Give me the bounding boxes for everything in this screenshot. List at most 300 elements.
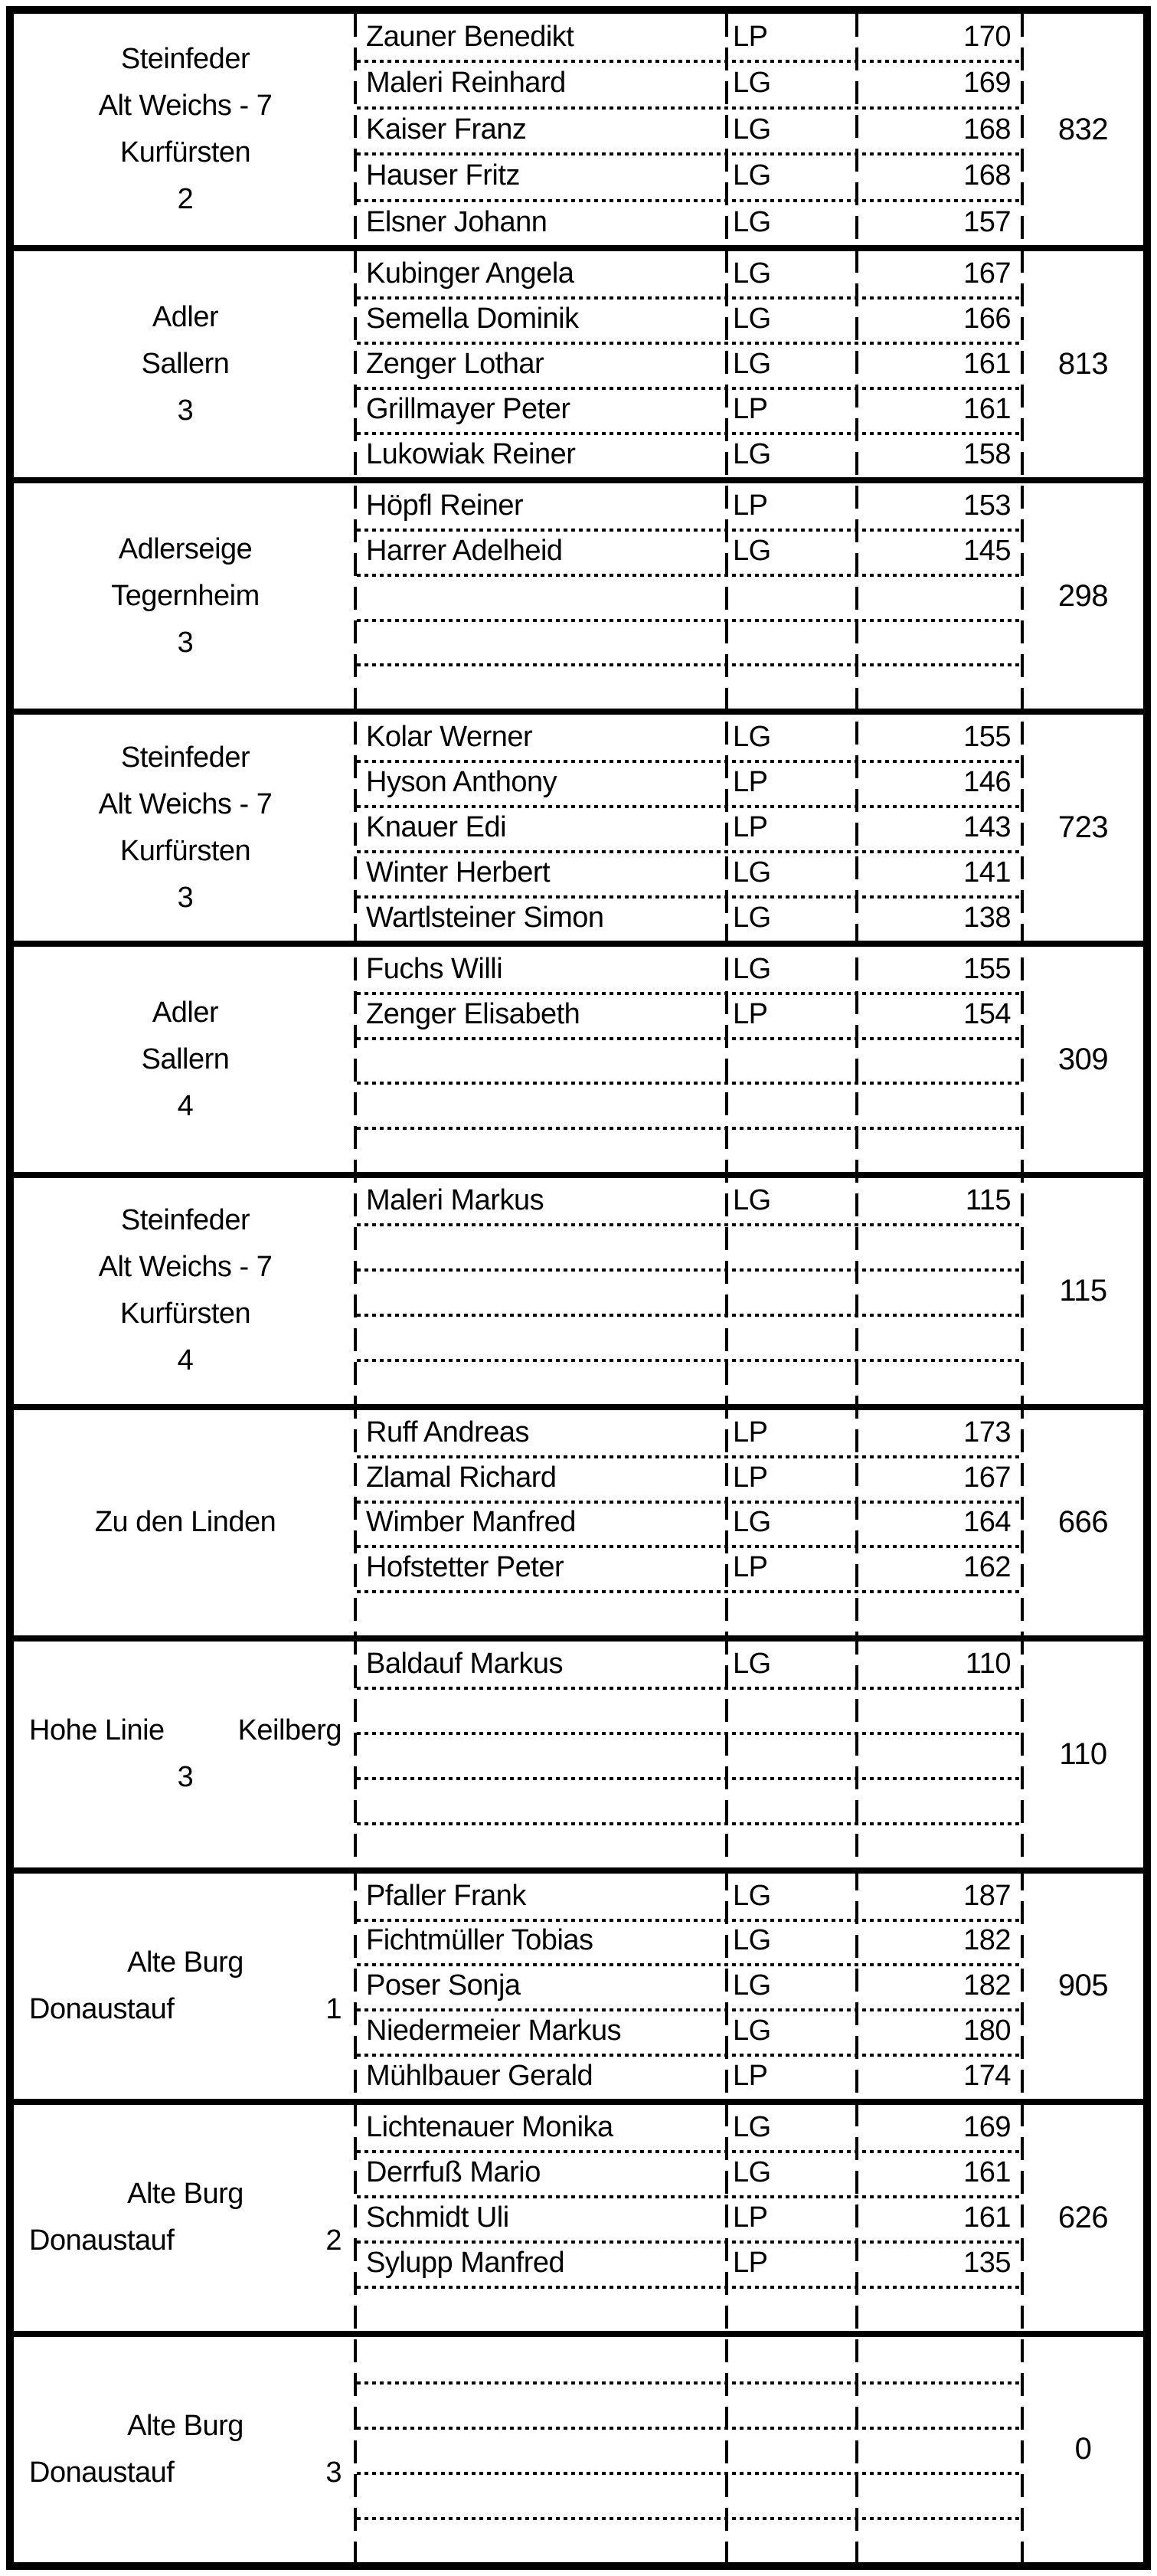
team-line-text: Adler: [152, 301, 219, 334]
score-cell: [855, 1590, 1023, 1635]
team-line: [14, 1939, 357, 1986]
shooter-row: [357, 1919, 1023, 1964]
team-line-text: 3: [177, 881, 194, 914]
score-cell: 155: [963, 952, 1011, 985]
shooter-row: [357, 152, 1023, 198]
shooter-rows: [357, 251, 1023, 476]
discipline-cell: LP: [733, 997, 768, 1030]
shooter-row: [357, 715, 1023, 760]
score-cell: [855, 2381, 1023, 2427]
shooter-rows: [357, 1642, 1023, 1867]
discipline-cell: LG: [733, 205, 771, 238]
shooter-name-cell: [357, 619, 725, 664]
total-cell: 0: [1074, 2432, 1092, 2466]
shooter-row: [357, 2008, 1023, 2054]
shooter-name-cell: Winter Herbert: [366, 856, 551, 889]
score-cell: [855, 1082, 1023, 1127]
shooter-row: [357, 2427, 1023, 2472]
discipline-cell: LP: [733, 1551, 768, 1584]
discipline-cell: [725, 574, 855, 619]
shooter-name-cell: Lichtenauer Monika: [366, 2111, 613, 2144]
shooter-row: [357, 2517, 1023, 2562]
score-cell: [855, 2427, 1023, 2472]
team-block: [14, 1404, 1143, 1635]
team-line-text: Adlerseige: [118, 532, 253, 565]
shooter-name-cell: Niedermeier Markus: [366, 2015, 622, 2047]
total-cell: 723: [1057, 810, 1109, 845]
score-cell: 157: [963, 205, 1011, 238]
score-cell: 180: [963, 2015, 1011, 2047]
shooter-name-cell: Zauner Benedikt: [366, 20, 574, 53]
shooter-name-cell: Zlamal Richard: [366, 1461, 557, 1494]
team-line-text: Kurfürsten: [119, 834, 251, 867]
team-line-text: Donaustauf: [29, 2456, 175, 2489]
shooter-name-cell: Derrfuß Mario: [366, 2155, 541, 2188]
shooter-name-cell: Maleri Reinhard: [366, 67, 566, 100]
discipline-cell: LP: [733, 766, 768, 799]
team-line-text: Alt Weichs - 7: [98, 1251, 273, 1284]
shooter-name-cell: [357, 1037, 725, 1082]
team-block: [14, 14, 1143, 245]
team-line: [14, 129, 357, 176]
team-line-text: Hohe Linie: [29, 1714, 165, 1747]
team-line-text: Steinfeder: [120, 43, 250, 76]
team-line: [14, 2218, 357, 2264]
team-line-text: Adler: [152, 996, 219, 1029]
team-line: [14, 875, 357, 921]
shooter-row: [357, 1501, 1023, 1546]
score-cell: [855, 663, 1023, 709]
score-cell: [855, 574, 1023, 619]
team-line-text: 3: [177, 1761, 194, 1794]
score-cell: 115: [965, 1184, 1011, 1217]
discipline-cell: LG: [733, 257, 771, 290]
shooter-rows: [357, 2337, 1023, 2562]
shooter-row: [357, 296, 1023, 342]
total-cell: 110: [1059, 1736, 1107, 1771]
shooter-row: [357, 2337, 1023, 2382]
shooter-row: [357, 1359, 1023, 1404]
shooter-rows: [357, 1410, 1023, 1635]
team-line: [14, 388, 357, 434]
shooter-name-cell: Sylupp Manfred: [366, 2246, 565, 2279]
shooter-rows: [357, 2105, 1023, 2330]
score-cell: [855, 1127, 1023, 1172]
discipline-cell: LG: [733, 1969, 771, 2002]
team-line: [14, 36, 357, 83]
score-cell: 110: [965, 1648, 1011, 1681]
shooter-row: [357, 1082, 1023, 1127]
score-cell: 138: [963, 901, 1011, 934]
team-line: [14, 2450, 357, 2496]
shooter-row: [357, 387, 1023, 432]
shooter-name-cell: [357, 2286, 725, 2331]
shooter-name-cell: [357, 2381, 725, 2427]
team-line: [14, 781, 357, 828]
discipline-cell: LP: [733, 1461, 768, 1494]
discipline-cell: LG: [733, 1879, 771, 1912]
team-block: [14, 477, 1143, 709]
score-cell: 161: [963, 348, 1011, 381]
total-cell: 832: [1057, 112, 1109, 146]
team-line: [14, 1291, 357, 1337]
score-cell: 161: [963, 2155, 1011, 2188]
score-cell: 145: [963, 534, 1011, 567]
shooter-row: [357, 529, 1023, 574]
shooter-rows: [357, 715, 1023, 940]
shooter-name-cell: Hauser Fritz: [366, 159, 520, 192]
team-line-text: Alte Burg: [127, 2409, 243, 2442]
shooter-name-cell: [357, 1223, 725, 1268]
shooter-rows: [357, 1874, 1023, 2099]
shooter-name-cell: Elsner Johann: [366, 205, 547, 238]
discipline-cell: [725, 2381, 855, 2427]
score-cell: [855, 1687, 1023, 1732]
score-cell: 146: [963, 766, 1011, 799]
discipline-cell: LP: [733, 1416, 768, 1448]
shooter-name-cell: Wartlsteiner Simon: [366, 901, 604, 934]
shooter-row: [357, 1268, 1023, 1314]
shooter-row: [357, 1127, 1023, 1172]
discipline-cell: [725, 663, 855, 709]
shooter-name-cell: [357, 1127, 725, 1172]
shooter-row: [357, 1410, 1023, 1455]
score-cell: 162: [963, 1551, 1011, 1584]
shooter-name-cell: Kaiser Franz: [366, 113, 527, 146]
shooter-name-cell: [357, 1268, 725, 1314]
shooter-name-cell: Zenger Elisabeth: [366, 997, 580, 1030]
discipline-cell: [725, 1082, 855, 1127]
shooter-name-cell: Semella Dominik: [366, 303, 579, 336]
discipline-cell: LG: [733, 1506, 771, 1539]
team-line-text: Donaustauf: [29, 1992, 175, 2025]
discipline-cell: LG: [733, 159, 771, 192]
shooter-row: [357, 60, 1023, 106]
team-line-text: Alte Burg: [127, 1946, 243, 1979]
discipline-cell: [725, 1777, 855, 1822]
team-line-text: Sallern: [141, 348, 230, 381]
score-cell: 187: [963, 1879, 1011, 1912]
team-block: [14, 2099, 1143, 2330]
discipline-cell: LP: [733, 2201, 768, 2234]
team-line: [14, 620, 357, 666]
shooter-rows: [357, 483, 1023, 709]
team-line-text: 4: [177, 1344, 194, 1377]
shooter-row: [357, 1455, 1023, 1501]
team-cell: [14, 1874, 357, 2099]
shooter-rows: [357, 947, 1023, 1172]
team-cell: [14, 1410, 357, 1635]
shooter-row: [357, 850, 1023, 895]
score-cell: [855, 2517, 1023, 2562]
shooter-row: [357, 2286, 1023, 2331]
team-cell: [14, 483, 357, 709]
score-cell: 169: [963, 2111, 1011, 2144]
discipline-cell: LG: [733, 952, 771, 985]
shooter-name-cell: Knauer Edi: [366, 811, 507, 844]
discipline-cell: LP: [733, 811, 768, 844]
score-cell: 182: [963, 1969, 1011, 2002]
discipline-cell: LP: [733, 2246, 768, 2279]
score-cell: 155: [963, 721, 1011, 754]
discipline-cell: [725, 1590, 855, 1635]
score-cell: 169: [963, 67, 1011, 100]
discipline-cell: [725, 1732, 855, 1777]
shooter-row: [357, 1642, 1023, 1687]
shooter-row: [357, 947, 1023, 992]
shooter-name-cell: Schmidt Uli: [366, 2201, 509, 2234]
shooter-row: [357, 1687, 1023, 1732]
shooter-name-cell: Kubinger Angela: [366, 257, 574, 290]
shooter-row: [357, 2105, 1023, 2150]
shooter-name-cell: Grillmayer Peter: [366, 393, 570, 426]
team-line-text: Zu den Linden: [94, 1506, 276, 1539]
shooter-row: [357, 1777, 1023, 1822]
score-cell: [855, 1223, 1023, 1268]
team-cell: [14, 14, 357, 245]
shooter-row: [357, 663, 1023, 709]
discipline-cell: LP: [733, 489, 768, 522]
discipline-cell: [725, 1314, 855, 1359]
discipline-cell: LG: [733, 856, 771, 889]
shooter-row: [357, 1963, 1023, 2008]
discipline-cell: LG: [733, 2015, 771, 2047]
discipline-cell: [725, 2286, 855, 2331]
team-line-text: 3: [177, 626, 194, 659]
shooter-row: [357, 992, 1023, 1037]
score-cell: [855, 1777, 1023, 1822]
shooter-row: [357, 1822, 1023, 1867]
shooter-row: [357, 619, 1023, 664]
score-cell: 154: [963, 997, 1011, 1030]
team-block: [14, 941, 1143, 1172]
team-line: [14, 2171, 357, 2218]
discipline-cell: [725, 1268, 855, 1314]
discipline-cell: LP: [733, 2060, 768, 2093]
shooter-row: [357, 2054, 1023, 2099]
discipline-cell: LG: [733, 1924, 771, 1957]
team-line-text: 2: [177, 183, 194, 216]
shooter-name-cell: [357, 1082, 725, 1127]
discipline-cell: LG: [733, 721, 771, 754]
shooter-name-cell: Fuchs Willi: [366, 952, 503, 985]
team-line: [14, 1244, 357, 1291]
score-cell: [855, 1822, 1023, 1867]
team-line: [14, 294, 357, 341]
team-line-text: Kurfürsten: [119, 1298, 251, 1331]
team-line-text: 3: [177, 394, 194, 427]
team-line: [14, 1083, 357, 1130]
team-cell: [14, 1178, 357, 1403]
team-line: [14, 990, 357, 1036]
shooter-row: [357, 2381, 1023, 2427]
team-block: [14, 2331, 1143, 2562]
shooter-name-cell: [357, 663, 725, 709]
discipline-cell: LG: [733, 67, 771, 100]
team-line-text: 1: [325, 1992, 342, 2025]
score-cell: 173: [963, 1416, 1011, 1448]
score-cell: [855, 1359, 1023, 1404]
discipline-cell: LP: [733, 20, 768, 53]
results-table: [6, 6, 1151, 2570]
discipline-cell: LG: [733, 1184, 771, 1217]
team-line: [14, 1337, 357, 1384]
team-line-text: 4: [177, 1089, 194, 1122]
shooter-row: [357, 199, 1023, 245]
team-line: [14, 735, 357, 781]
shooter-row: [357, 1874, 1023, 1919]
score-cell: [855, 1268, 1023, 1314]
shooter-row: [357, 805, 1023, 850]
shooter-name-cell: [357, 1732, 725, 1777]
team-block: [14, 1635, 1143, 1867]
shooter-row: [357, 2240, 1023, 2286]
shooter-row: [357, 1037, 1023, 1082]
team-line: [14, 1197, 357, 1244]
team-cell: [14, 251, 357, 476]
shooter-name-cell: [357, 574, 725, 619]
team-line-text: Sallern: [141, 1043, 230, 1075]
team-line-text: Tegernheim: [111, 579, 260, 612]
score-cell: 158: [963, 437, 1011, 470]
discipline-cell: [725, 2427, 855, 2472]
discipline-cell: LG: [733, 2111, 771, 2144]
discipline-cell: LG: [733, 303, 771, 336]
shooter-name-cell: [357, 2427, 725, 2472]
shooter-name-cell: Fichtmüller Tobias: [366, 1924, 593, 1957]
discipline-cell: LG: [733, 348, 771, 381]
discipline-cell: LG: [733, 1648, 771, 1681]
shooter-name-cell: [357, 1590, 725, 1635]
team-block: [14, 245, 1143, 476]
team-line-text: 2: [325, 2224, 342, 2257]
shooter-row: [357, 106, 1023, 153]
score-cell: [855, 619, 1023, 664]
shooter-name-cell: Wimber Manfred: [366, 1506, 576, 1539]
score-cell: 182: [963, 1924, 1011, 1957]
total-cell: 666: [1057, 1505, 1109, 1540]
total-cell: 813: [1057, 347, 1109, 381]
score-cell: 161: [963, 393, 1011, 426]
score-cell: [855, 1037, 1023, 1082]
team-line: [14, 2403, 357, 2450]
discipline-cell: LP: [733, 393, 768, 426]
team-line: [14, 1754, 357, 1801]
team-line-text: Alte Burg: [127, 2178, 243, 2211]
shooter-row: [357, 1178, 1023, 1223]
discipline-cell: [725, 1359, 855, 1404]
shooter-name-cell: Hofstetter Peter: [366, 1551, 564, 1584]
team-cell: [14, 1642, 357, 1867]
score-cell: 167: [963, 257, 1011, 290]
team-cell: [14, 2105, 357, 2330]
shooter-name-cell: Mühlbauer Gerald: [366, 2060, 593, 2093]
shooter-name-cell: Ruff Andreas: [366, 1416, 530, 1448]
discipline-cell: LG: [733, 901, 771, 934]
shooter-row: [357, 760, 1023, 805]
shooter-name-cell: Lukowiak Reiner: [366, 437, 576, 470]
score-cell: [855, 2286, 1023, 2331]
discipline-cell: LG: [733, 437, 771, 470]
team-line-text: Alt Weichs - 7: [98, 90, 273, 123]
team-line: [14, 1986, 357, 2033]
team-line-text: Donaustauf: [29, 2224, 175, 2257]
shooter-name-cell: [357, 1359, 725, 1404]
shooter-row: [357, 1590, 1023, 1635]
score-cell: 174: [963, 2060, 1011, 2093]
shooter-name-cell: [357, 1314, 725, 1359]
team-cell: [14, 2337, 357, 2562]
shooter-name-cell: [357, 2472, 725, 2517]
shooter-row: [357, 432, 1023, 477]
shooter-name-cell: Höpfl Reiner: [366, 489, 524, 522]
shooter-row: [357, 1732, 1023, 1777]
shooter-name-cell: Kolar Werner: [366, 721, 533, 754]
shooter-name-cell: [357, 2517, 725, 2562]
team-line: [14, 526, 357, 573]
score-cell: 167: [963, 1461, 1011, 1494]
team-cell: [14, 947, 357, 1172]
shooter-name-cell: [357, 2337, 725, 2382]
team-line-text: Steinfeder: [120, 741, 250, 774]
discipline-cell: [725, 619, 855, 664]
total-cell: 905: [1057, 1969, 1109, 2003]
score-cell: [855, 2472, 1023, 2517]
shooter-name-cell: Zenger Lothar: [366, 348, 544, 381]
shooter-row: [357, 2195, 1023, 2240]
shooter-row: [357, 2150, 1023, 2195]
team-line-text: Keilberg: [237, 1714, 342, 1747]
score-cell: 143: [963, 811, 1011, 844]
team-line: [14, 1707, 357, 1754]
team-line: [14, 828, 357, 875]
team-line: [14, 1499, 357, 1546]
shooter-row: [357, 251, 1023, 296]
score-cell: 135: [963, 2246, 1011, 2279]
discipline-cell: [725, 1127, 855, 1172]
score-cell: 161: [963, 2201, 1011, 2234]
score-cell: [855, 1732, 1023, 1777]
shooter-name-cell: [357, 1777, 725, 1822]
discipline-cell: [725, 1687, 855, 1732]
discipline-cell: LG: [733, 113, 771, 146]
team-line: [14, 341, 357, 388]
discipline-cell: [725, 2337, 855, 2382]
total-cell: 309: [1057, 1042, 1109, 1076]
team-line: [14, 176, 357, 223]
score-cell: 141: [963, 856, 1011, 889]
discipline-cell: [725, 2472, 855, 2517]
shooter-name-cell: [357, 1822, 725, 1867]
team-line-text: Steinfeder: [120, 1204, 250, 1237]
shooter-row: [357, 483, 1023, 529]
shooter-name-cell: Poser Sonja: [366, 1969, 521, 2002]
total-cell: 626: [1057, 2200, 1109, 2234]
score-cell: 164: [963, 1506, 1011, 1539]
shooter-row: [357, 2472, 1023, 2517]
discipline-cell: LG: [733, 534, 771, 567]
score-cell: 170: [963, 20, 1011, 53]
discipline-cell: [725, 1037, 855, 1082]
shooter-row: [357, 1314, 1023, 1359]
shooter-name-cell: Baldauf Markus: [366, 1648, 564, 1681]
team-block: [14, 1172, 1143, 1403]
team-line-text: Kurfürsten: [119, 136, 251, 169]
team-line-text: Alt Weichs - 7: [98, 787, 273, 820]
discipline-cell: [725, 1223, 855, 1268]
score-cell: 166: [963, 303, 1011, 336]
total-cell: 298: [1057, 578, 1109, 613]
